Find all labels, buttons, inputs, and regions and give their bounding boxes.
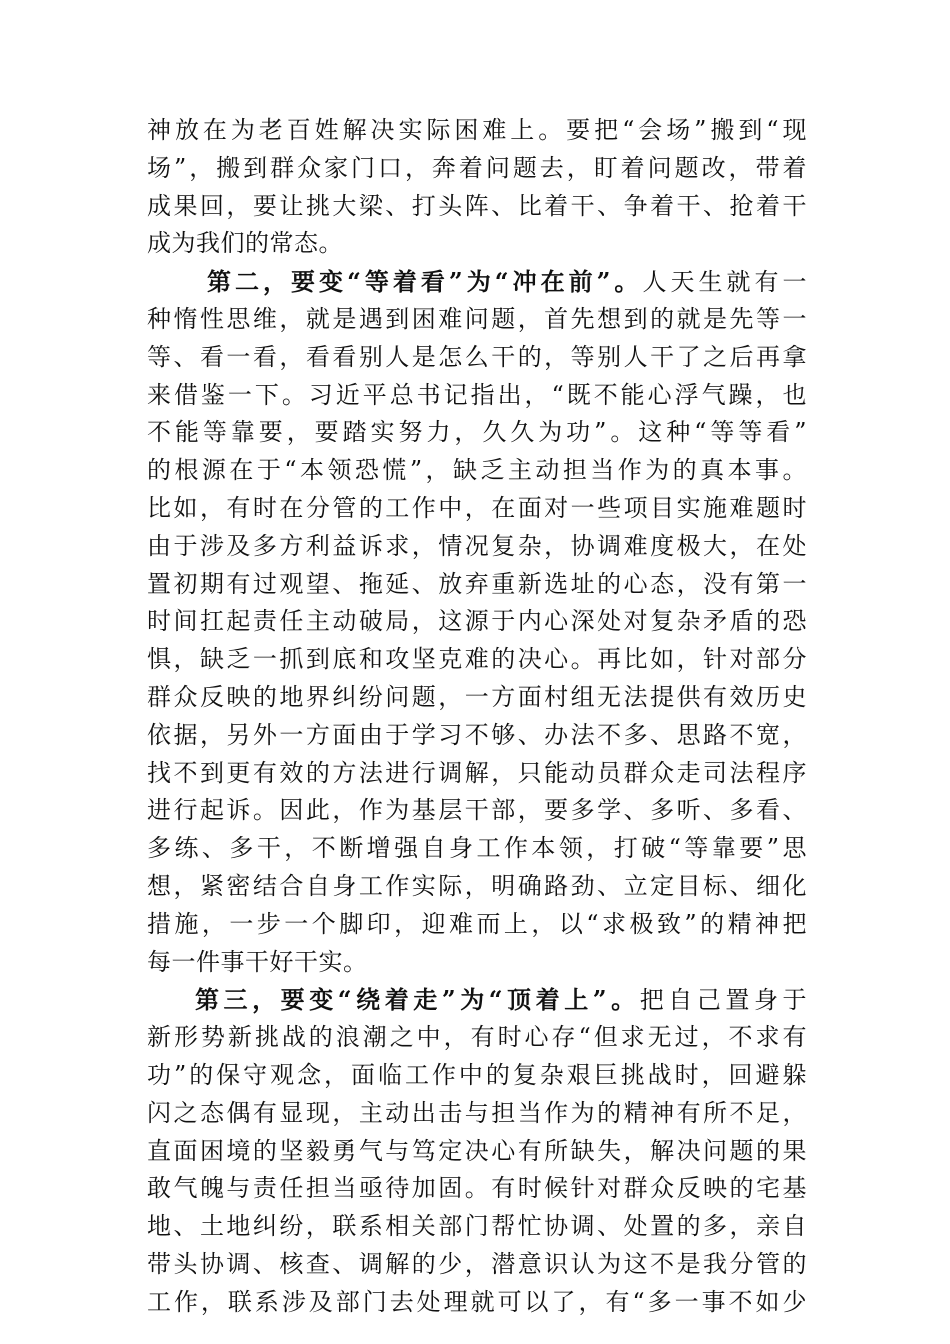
paragraph-3-heading: 第三，要变“绕着走”为“顶着上”。 (195, 985, 640, 1015)
text-line: 新形势新挑战的浪潮之中，有时心存“但求无过，不求有 (147, 1023, 807, 1052)
text-line: 工作，联系涉及部门去处理就可以了，有“多一事不如少 (147, 1287, 807, 1316)
text-line: 直面困境的坚毅勇气与笃定决心有所缺失，解决问题的果 (147, 1136, 807, 1165)
text-line: 成果回，要让挑大梁、打头阵、比着干、争着干、抢着干 (147, 191, 807, 220)
text-line: 神放在为老百姓解决实际困难上。要把“会场”搬到“现 (147, 116, 807, 144)
text-line: 敢气魄与责任担当亟待加固。有时候针对群众反映的宅基 (147, 1174, 807, 1203)
text-line: 比如，有时在分管的工作中，在面对一些项目实施难题时 (147, 493, 807, 522)
text-line: 多练、多干，不断增强自身工作本领，打破“等靠要”思 (147, 834, 807, 863)
text-line: 成为我们的常态。 (147, 229, 343, 258)
text-line: 场”，搬到群众家门口，奔着问题去，盯着问题改，带着 (147, 153, 807, 182)
text-line: 来借鉴一下。习近平总书记指出，“既不能心浮气躁，也 (147, 380, 807, 409)
text-line: 带头协调、核查、调解的少，潜意识认为这不是我分管的 (147, 1249, 807, 1278)
text-line: 群众反映的地界纠纷问题，一方面村组无法提供有效历史 (147, 682, 807, 711)
text-line: 时间扛起责任主动破局，这源于内心深处对复杂矛盾的恐 (147, 607, 807, 636)
text-line: 闪之态偶有显现，主动出击与担当作为的精神有所不足， (147, 1098, 807, 1127)
text-line: 想，紧密结合自身工作实际，明确路劲、立定目标、细化 (147, 871, 807, 900)
text-line: 依据，另外一方面由于学习不够、办法不多、思路不宽， (147, 720, 807, 749)
text-line: 的根源在于“本领恐慌”，缺乏主动担当作为的真本事。 (147, 456, 807, 485)
paragraph-3-first-line (147, 981, 807, 1019)
text-line: 不能等靠要，要踏实努力，久久为功”。这种“等等看” (147, 418, 807, 447)
paragraph-2-heading: 第二，要变“等着看”为“冲在前”。 (207, 267, 643, 297)
text-line: 由于涉及多方利益诉求，情况复杂，协调难度极大，在处 (147, 531, 807, 560)
text-line: 每一件事干好干实。 (147, 947, 368, 976)
body-text (147, 112, 807, 1322)
text-line: 种惰性思维，就是遇到困难问题，首先想到的就是先等一 (147, 304, 807, 333)
text-line: 措施，一步一个脚印，迎难而上，以“求极致”的精神把 (147, 909, 807, 938)
text-line: 惧，缺乏一抓到底和攻坚克难的决心。再比如，针对部分 (147, 645, 807, 674)
text-line: 进行起诉。因此，作为基层干部，要多学、多听、多看、 (147, 796, 807, 825)
text-line: 置初期有过观望、拖延、放弃重新选址的心态，没有第一 (147, 569, 807, 598)
paragraph-3-lead: 把自己置身于 (639, 986, 808, 1015)
paragraph-2-first-line (147, 263, 807, 301)
text-line: 地、土地纠纷，联系相关部门帮忙协调、处置的多，亲自 (147, 1212, 807, 1241)
text-line: 等、看一看，看看别人是怎么干的，等别人干了之后再拿 (147, 342, 807, 371)
text-line: 功”的保守观念，面临工作中的复杂艰巨挑战时，回避躲 (147, 1060, 807, 1089)
text-line: 找不到更有效的方法进行调解，只能动员群众走司法程序 (147, 758, 807, 787)
paragraph-2-lead: 人天生就有一 (642, 268, 808, 297)
